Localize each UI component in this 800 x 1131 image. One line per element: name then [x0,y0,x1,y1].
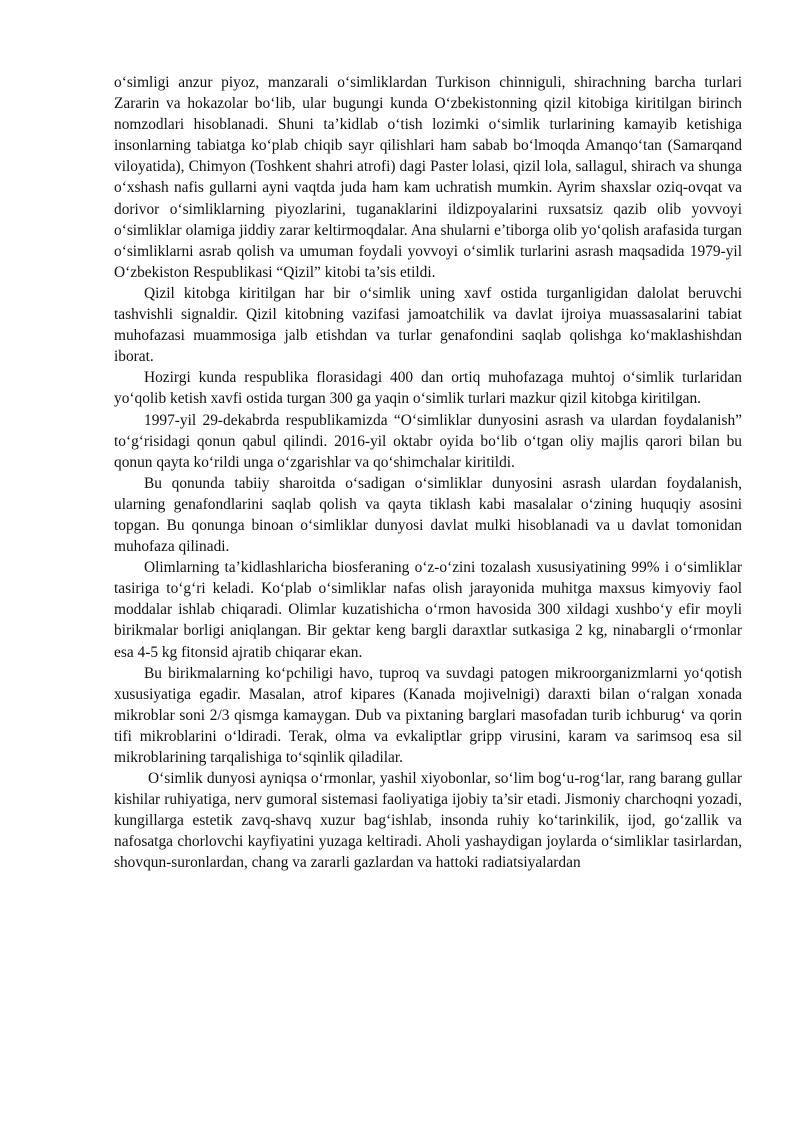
paragraph-4: 1997-yil 29-dekabrda respublikamizda “O‘simliklar dunyosini asrash va ulardan foydalanish” to‘g‘risidagi qonun qabul qilindi. 2016-yil oktabr oyida bo‘lib o‘tgan oliy majlis qarori bilan bu qonun qayta ko‘rildi unga o‘zgarishlar va qo‘shimchalar kiritildi. [114,411,742,471]
paragraph-5: Bu qonunda tabiiy sharoitda o‘sadigan o‘simliklar dunyosini asrash ulardan foydalanish, ularning genafondlarini saqlab qolish va qayta tiklash kabi masalalar o‘zining huquqiy asosini topgan. Bu qonunga binoan o‘simliklar dunyosi davlat mulki hisoblanadi va u davlat tomonidan muhofaza qilinadi. [114,474,742,556]
paragraph-6: Olimlarning ta’kidlashlaricha biosferaning o‘z-o‘zini tozalash xususiyatining 99% i o‘simliklar tasiriga to‘g‘ri keladi. Ko‘plab o‘simliklar nafas olish jarayonida muhitga maxsus kimyoviy faol moddalar ishlab chiqaradi. Olimlar kuzatishicha o‘rmon havosida 300 xildagi xushbo‘y efir moyli birikmalar borligi aniqlangan. Bir gektar keng bargli daraxtlar sutkasiga 2 kg, ninabargli o‘rmonlar esa 4-5 kg fitonsid ajratib chiqarar ekan. [114,559,742,661]
document-page [114,72,742,874]
paragraph-7: Bu birikmalarning ko‘pchiligi havo, tuproq va suvdagi patogen mikroorganizmlarni yo‘qotish xususiyatiga egadir. Masalan, atrof kipares (Kanada mojivelnigi) daraxti bilan o‘ralgan xonada mikroblar soni 2/3 qismga kamaygan. Dub va pixtaning barglari masofadan turib ichburug‘ va qorin tifi mikroblarini o‘ldiradi. Terak, olma va evkaliptlar gripp virusini, karam va sarimsoq esa sil mikroblarining tarqalishiga to‘sqinlik qiladilar. [114,664,742,766]
paragraph-1: o‘simligi anzur piyoz, manzarali o‘simliklardan Turkison chinniguli, shirachning barcha turlari Zararin va hokazolar bo‘lib, ular bugungi kunda O‘zbekistonning qizil kitobiga kiritilgan birinch nomzodlari hisoblanadi. Shuni ta’kidlab o‘tish lozimki o‘simlik turlarining kamayib ketishiga insonlarning tabiatga ko‘plab chiqib sayr qilishlari ham sabab bo‘lmoqda Amanqo‘tan (Samarqand viloyatida), Chimyon (Toshkent shahri atrofi) dagi Paster lolasi, qizil lola, sallagul, shirach va shunga o‘xshash nafis gullarni ayni vaqtda juda ham kam uchratish mumkin. Ayrim shaxslar oziq-ovqat va dorivor o‘simliklarning piyozlarini, tuganaklarini ildizpoyalarini ruxsatsiz qazib olib yovvoyi o‘simliklar olamiga jiddiy zarar keltirmoqdalar. Ana shularni e’tiborga olib yo‘qolish arafasida turgan o‘simliklarni asrab qolish va umuman foydali yovvoyi o‘simlik turlarini asrash maqsadida 1979-yil O‘zbekiston Respublikasi “Qizil” kitobi ta’sis etildi. [114,74,742,281]
paragraph-3: Hozirgi kunda respublika florasidagi 400 dan ortiq muhofazaga muhtoj o‘simlik turlaridan yo‘qolib ketish xavfi ostida turgan 300 ga yaqin o‘simlik turlari mazkur qizil kitobga kiritilgan. [114,369,742,408]
paragraph-2: Qizil kitobga kiritilgan har bir o‘simlik uning xavf ostida turganligidan dalolat beruvchi tashvishli signaldir. Qizil kitobning vazifasi jamoatchilik va davlat ijroiya muassasalarini tabiat muhofazasi muammosiga jalb etishdan va turlar genafondini saqlab qolishga ko‘maklashishdan iborat. [114,284,742,366]
paragraph-8: O‘simlik dunyosi ayniqsa o‘rmonlar, yashil xiyobonlar, so‘lim bog‘u-rog‘lar, rang barang gullar kishilar ruhiyatiga, nerv gumoral sistemasi faoliyatiga ijobiy ta’sir etadi. Jismoniy charchoqni yozadi, kungillarga estetik zavq-shavq xuzur bag‘ishlab, insonda ruhiy ko‘tarinkilik, ijod, go‘zallik va nafosatga chorlovchi kayfiyatini yuzaga keltiradi. Aholi yashaydigan joylarda o‘simliklar tasirlardan, shovqun-suronlardan, chang va zararli gazlardan va hattoki radiatsiyalardan [114,770,742,872]
